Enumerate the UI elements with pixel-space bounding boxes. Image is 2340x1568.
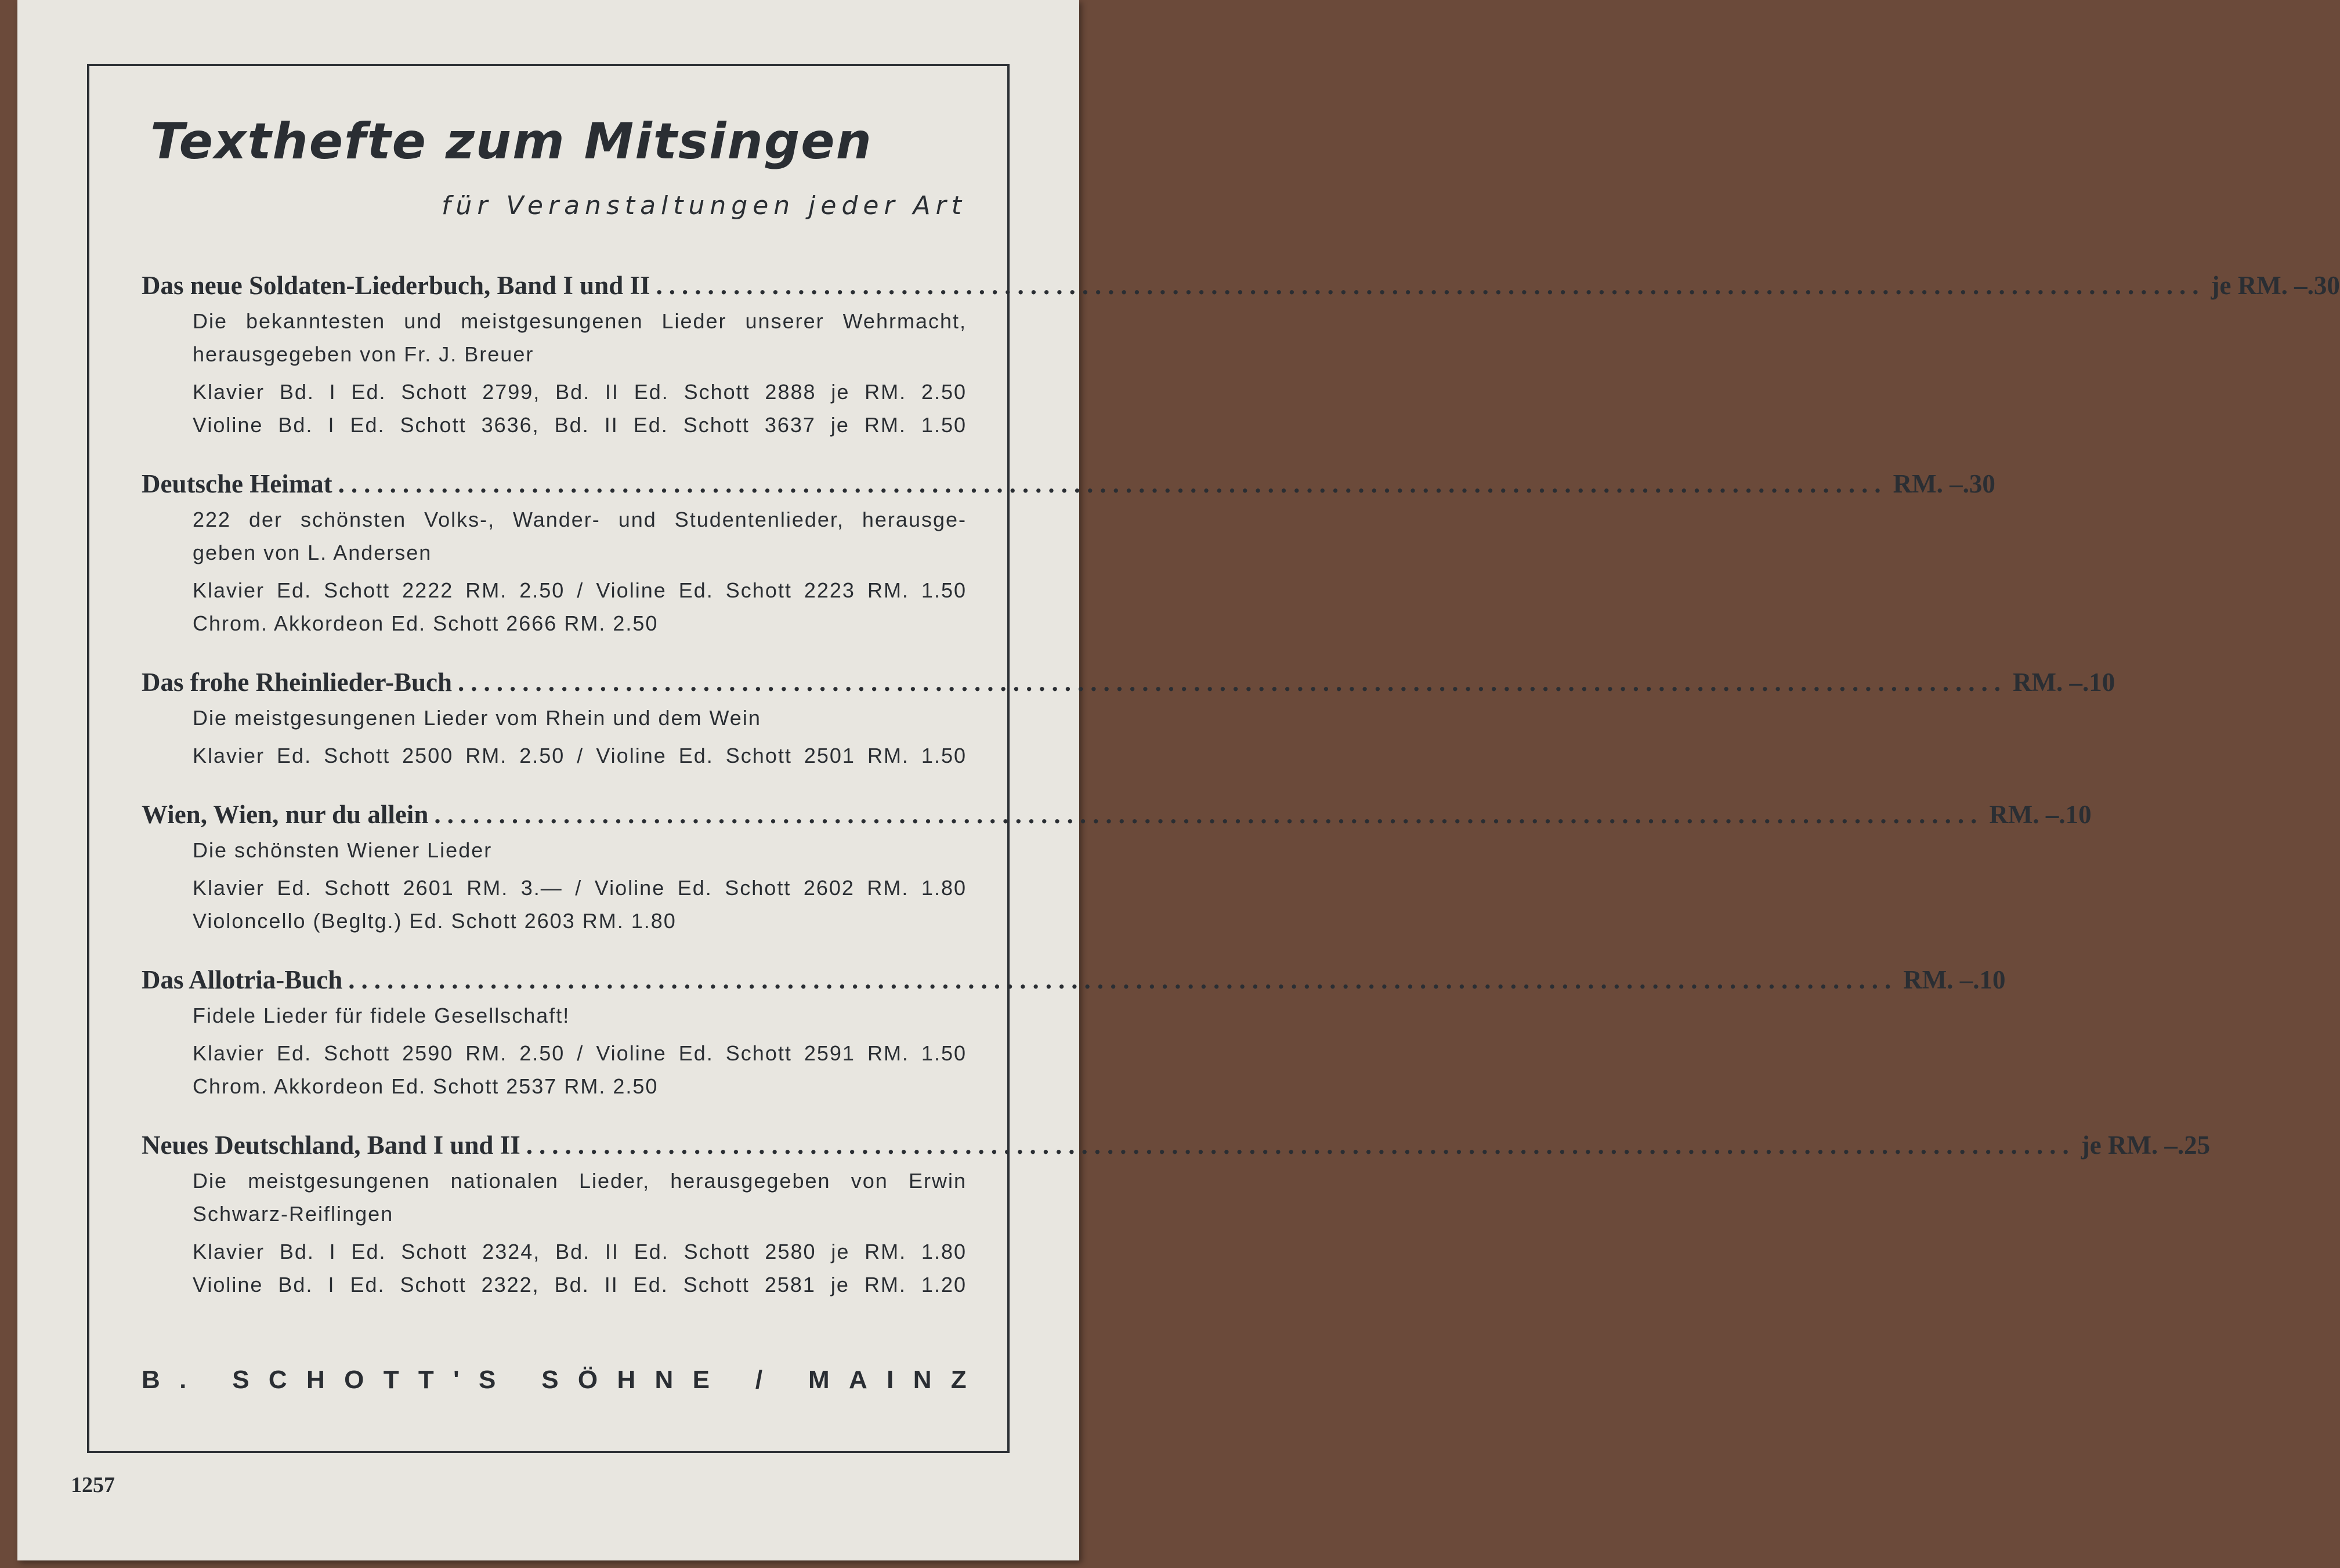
publisher-letter: B (142, 1366, 160, 1394)
catalog-entry (142, 795, 2092, 937)
booklet-back-cover (17, 0, 2340, 1560)
publisher-letter: S (541, 1366, 559, 1394)
publisher-letter: Z (950, 1366, 967, 1394)
entry-heading (142, 795, 2092, 834)
entry-edition-line: Chrom. Akkordeon Ed. Schott 2537 RM. 2.50 (193, 1074, 659, 1098)
entry-title: Deutsche Heimat (142, 469, 332, 498)
entry-edition-line: Violoncello (Begltg.) Ed. Schott 2603 RM. 1.80 (193, 909, 677, 933)
entry-heading (142, 465, 1995, 503)
catalog-entry (142, 266, 2340, 441)
publisher-letter: H (306, 1366, 325, 1394)
entry-heading (142, 663, 2115, 701)
entry-description-line: Die bekanntesten und meistgesungenen Lieder unserer Wehrmacht, (193, 309, 967, 333)
entry-edition-line: Klavier Ed. Schott 2222 RM. 2.50 / Violine Ed. Schott 2223 RM. 1.50 (193, 578, 967, 602)
entry-heading (142, 1126, 2211, 1164)
dot-leader: ........................................................................................................................ (434, 800, 1984, 829)
entry-heading (142, 961, 2006, 999)
publisher-letter: ' (453, 1366, 460, 1394)
entry-edition-line: Klavier Bd. I Ed. Schott 2324, Bd. II Ed. Schott 2580 je RM. 1.80 (193, 1240, 967, 1263)
publisher-letter: / (755, 1366, 763, 1394)
publisher-letter: E (692, 1366, 710, 1394)
page-title: Texthefte zum Mitsingen (150, 113, 873, 171)
content-frame (87, 64, 2340, 1453)
publisher-letter: S (478, 1366, 496, 1394)
publisher-letter: I (887, 1366, 894, 1394)
entry-heading (142, 266, 2340, 305)
catalog-entry (142, 1126, 2211, 1301)
entry-description-line: herausgegeben von Fr. J. Breuer (193, 342, 534, 366)
entry-description-line: Die meistgesungenen Lieder vom Rhein und dem Wein (193, 706, 761, 730)
publisher-letter: T (418, 1366, 434, 1394)
page-subtitle: für Veranstaltungen jeder Art (441, 191, 967, 220)
entry-spacer (142, 1230, 967, 1235)
publisher-letter: Ö (577, 1366, 598, 1394)
entry-edition-line: Klavier Ed. Schott 2601 RM. 3.— / Violine Ed. Schott 2602 RM. 1.80 (193, 876, 967, 900)
publisher-letter: M (808, 1366, 830, 1394)
publisher-letter (515, 1366, 522, 1395)
entry-title: Das frohe Rheinlieder-Buch (142, 668, 452, 697)
publisher-letter: C (268, 1366, 287, 1394)
entry-title: Wien, Wien, nur du allein (142, 800, 429, 829)
entry-description-line: Schwarz-Reiflingen (193, 1202, 394, 1226)
catalog-number: 1257 (71, 1473, 115, 1497)
entry-spacer (142, 1032, 967, 1037)
publisher-letter: O (344, 1366, 364, 1394)
publisher-letter: S (232, 1366, 249, 1394)
entry-price: je RM. –.30 (2211, 271, 2340, 300)
entry-description-line: Fidele Lieder für fidele Gesellschaft! (193, 1004, 570, 1027)
entry-title: Das neue Soldaten-Liederbuch, Band I und II (142, 271, 650, 300)
entry-description-line: Die meistgesungenen nationalen Lieder, herausgegeben von Erwin (193, 1169, 967, 1193)
entry-price: RM. –.10 (1903, 965, 2006, 994)
entry-title: Das Allotria-Buch (142, 965, 343, 994)
entry-spacer (142, 867, 967, 871)
entry-title: Neues Deutschland, Band I und II (142, 1131, 520, 1160)
catalog-entry (142, 663, 2115, 772)
publisher-letter (729, 1366, 736, 1395)
dot-leader: ........................................................................................................................ (656, 271, 2205, 300)
catalog-entry (142, 465, 1995, 640)
publisher-letter: A (849, 1366, 867, 1394)
entry-price: RM. –.30 (1893, 469, 1995, 498)
publisher-letter: N (654, 1366, 674, 1394)
publisher-letter (782, 1366, 789, 1395)
entry-edition-line: Chrom. Akkordeon Ed. Schott 2666 RM. 2.50 (193, 611, 659, 635)
dot-leader: ........................................................................................................................ (338, 469, 1887, 498)
entry-description-line: geben von L. Andersen (193, 541, 432, 564)
entry-description-line: 222 der schönsten Volks-, Wander- und Studentenlieder, herausge- (193, 508, 967, 531)
catalog-entries (142, 266, 2340, 1324)
entry-edition-line: Klavier Ed. Schott 2500 RM. 2.50 / Violine Ed. Schott 2501 RM. 1.50 (193, 744, 967, 767)
publisher-letter: . (179, 1366, 187, 1394)
entry-price: je RM. –.25 (2081, 1131, 2211, 1160)
entry-edition-line: Klavier Ed. Schott 2590 RM. 2.50 / Violine Ed. Schott 2591 RM. 1.50 (193, 1041, 967, 1065)
entry-spacer (142, 371, 967, 375)
publisher-letter: H (617, 1366, 636, 1394)
dot-leader: ........................................................................................................................ (458, 668, 2007, 697)
entry-edition-line: Klavier Bd. I Ed. Schott 2799, Bd. II Ed. Schott 2888 je RM. 2.50 (193, 380, 967, 404)
entry-price: RM. –.10 (1989, 800, 2092, 829)
entry-edition-line: Violine Bd. I Ed. Schott 3636, Bd. II Ed. Schott 3637 je RM. 1.50 (193, 413, 967, 437)
publisher-letter (206, 1366, 213, 1395)
dot-leader: ........................................................................................................................ (526, 1131, 2075, 1160)
entry-edition-line: Violine Bd. I Ed. Schott 2322, Bd. II Ed. Schott 2581 je RM. 1.20 (193, 1273, 967, 1297)
entry-spacer (142, 734, 967, 739)
dot-leader: ........................................................................................................................ (348, 965, 1898, 994)
catalog-entry (142, 961, 2006, 1103)
entry-description-line: Die schönsten Wiener Lieder (193, 838, 493, 862)
publisher-letter: T (383, 1366, 399, 1394)
entry-spacer (142, 569, 967, 574)
entry-price: RM. –.10 (2013, 668, 2115, 697)
publisher-imprint (142, 1366, 967, 1395)
publisher-letter: N (913, 1366, 932, 1394)
